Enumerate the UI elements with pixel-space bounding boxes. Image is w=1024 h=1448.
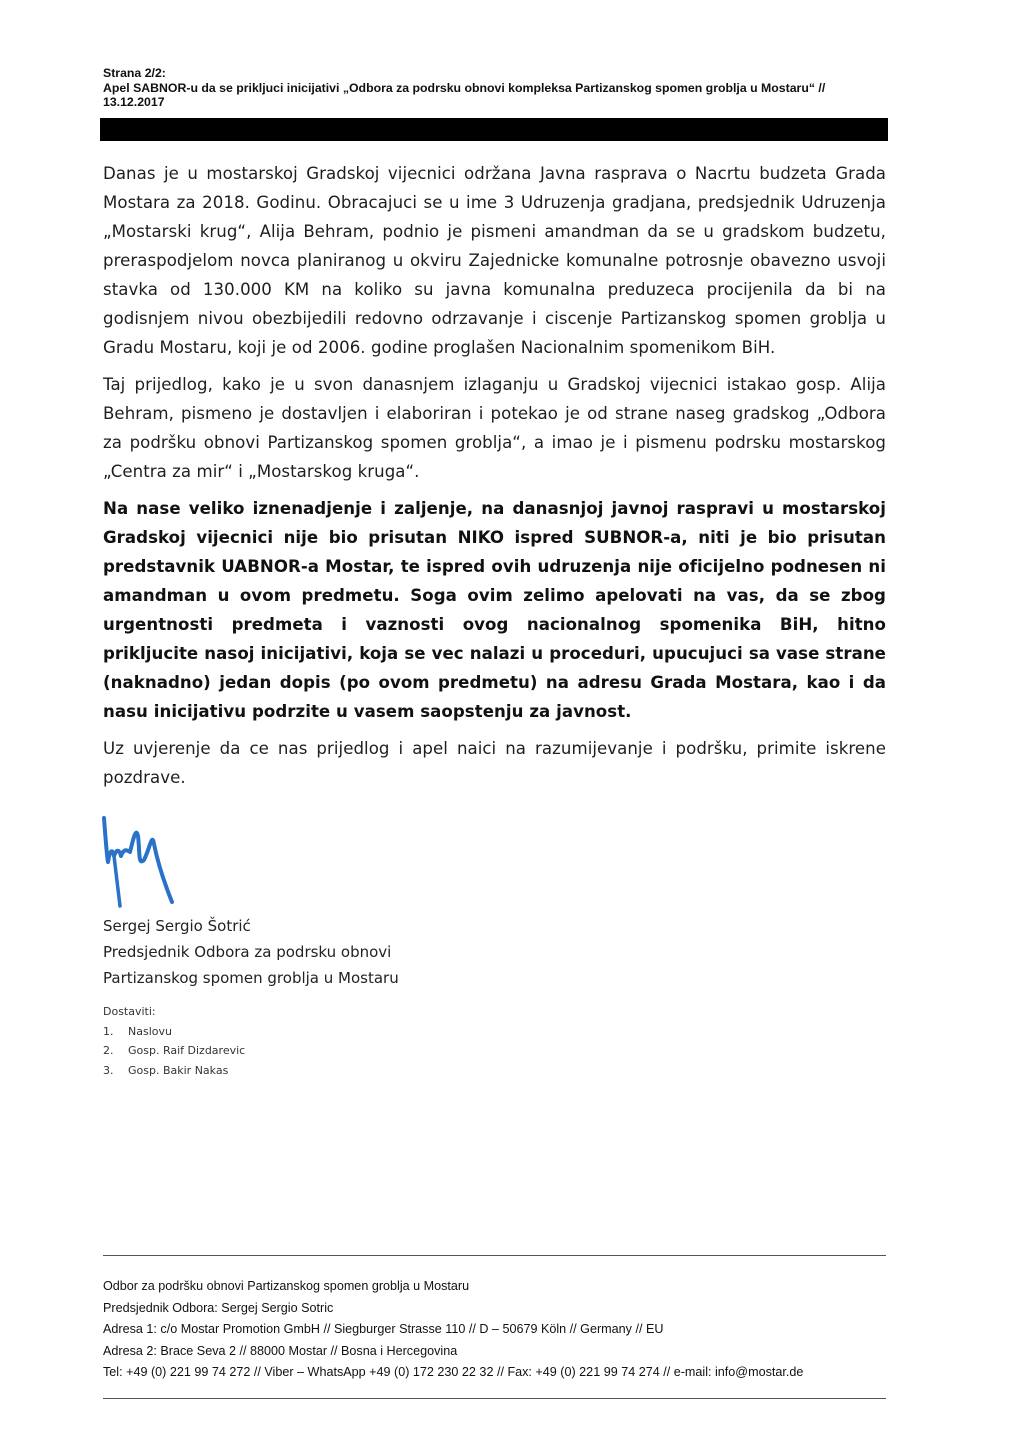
page-number: Strana 2/2: bbox=[103, 66, 166, 80]
paragraph-appeal: Na nase veliko iznenadjenje i zaljenje, na danasnjoj javnoj raspravi u mostarskoj Gradskoj vijecnici nije bio prisutan NIKO ispred SUBNOR-a, niti je bio prisutan predstavnik UABNOR-a Mostar, te ispred ovih udruzenja nije oficijelno podnesen ni amandman u ovom predmetu. Soga ovim zelimo apelovati na vas, da se zbog urgentnosti predmeta i vaznosti ovog nacionalnog spomenika BiH, hitno prikljucite nasoj inicijativi, koja se vec nalazi u proceduri, upucujuci sa vase strane (naknadno) jedan dopis (po ovom predmetu) na adresu Grada Mostara, kao i da nasu inicijativu podrzite u vasem saopstenju za javnost. bbox=[103, 499, 886, 721]
list-item: 2. Gosp. Raif Dizdarevic bbox=[103, 1044, 246, 1057]
signatory-name: Sergej Sergio Šotrić bbox=[103, 917, 251, 935]
handwritten-signature bbox=[100, 790, 190, 910]
footer-address-2: Adresa 2: Brace Seva 2 // 88000 Mostar // Bosna i Hercegovina bbox=[103, 1343, 458, 1358]
footer-address-1: Adresa 1: c/o Mostar Promotion GmbH // Siegburger Strasse 110 // D – 50679 Köln // Germany // EU bbox=[103, 1322, 664, 1336]
footer bbox=[103, 1276, 803, 1384]
signatory-block bbox=[103, 913, 399, 991]
paragraph-2: Taj prijedlog, kako je u svon danasnjem izlaganju u Gradskoj vijecnici istakao gosp. Alija Behram, pismeno je dostavljen i elaboriran i potekao je od strane naseg gradskog „Odbora za podršku obnovi Partizanskog spomen groblja“, a imao je i pismenu podrsku mostarskog „Centra za mir“ i „Mostarskog kruga“. bbox=[103, 375, 886, 481]
footer-contact: Tel: +49 (0) 221 99 74 272 // Viber – WhatsApp +49 (0) 172 230 22 32 // Fax: +49 (0) 221 99 74 274 // e-mail: info@mostar.de bbox=[103, 1365, 804, 1379]
distribution-list bbox=[103, 1002, 245, 1080]
paragraph-1: Danas je u mostarskoj Gradskoj vijecnici održana Javna rasprava o Nacrtu budzeta Grada Mostara za 2018. Godinu. Obracajuci se u ime 3 Udruzenja gradjana, predsjednik Udruzenja „Mostarski krug“, Alija Behram, podnio je pismeni amandman da se u gradskom budzetu, preraspodjelom novca planiranog u okviru Zajednicke komunalne potrosnje obavezno usvoji stavka od 130.000 KM na koliko su javna komunalna preduzeca procijenila da bi na godisnjem nivou obezbijedili redovno odrzavanje i ciscenje Partizanskog spomen groblja u Gradu Mostaru, koji je od 2006. godine proglašen Nacionalnim spomenikom BiH. bbox=[103, 164, 886, 357]
paragraph-closing: Uz uvjerenje da ce nas prijedlog i apel naici na razumijevanje i podršku, primite iskrene pozdrave. bbox=[103, 739, 886, 787]
page-header bbox=[103, 66, 888, 110]
footer-president: Predsjednik Odbora: Sergej Sergio Sotric bbox=[103, 1300, 334, 1315]
letter-body bbox=[103, 159, 886, 800]
footer-organization: Odbor za podršku obnovi Partizanskog spomen groblja u Mostaru bbox=[103, 1279, 470, 1293]
header-bar bbox=[100, 118, 888, 141]
footer-divider-bottom bbox=[103, 1398, 886, 1399]
distribution-heading: Dostaviti: bbox=[103, 1005, 156, 1018]
signatory-title-2: Partizanskog spomen groblja u Mostaru bbox=[103, 969, 399, 987]
footer-divider-top bbox=[103, 1255, 886, 1256]
letter-subject: Apel SABNOR-u da se prikljuci inicijativi „Odbora za podrsku obnovi kompleksa Partizanskog spomen groblja u Mostaru“ // 13.12.2017 bbox=[103, 80, 826, 109]
list-item: 1. Naslovu bbox=[103, 1024, 172, 1038]
list-item: 3. Gosp. Bakir Nakas bbox=[103, 1063, 229, 1077]
signatory-title-1: Predsjednik Odbora za podrsku obnovi bbox=[103, 943, 392, 961]
